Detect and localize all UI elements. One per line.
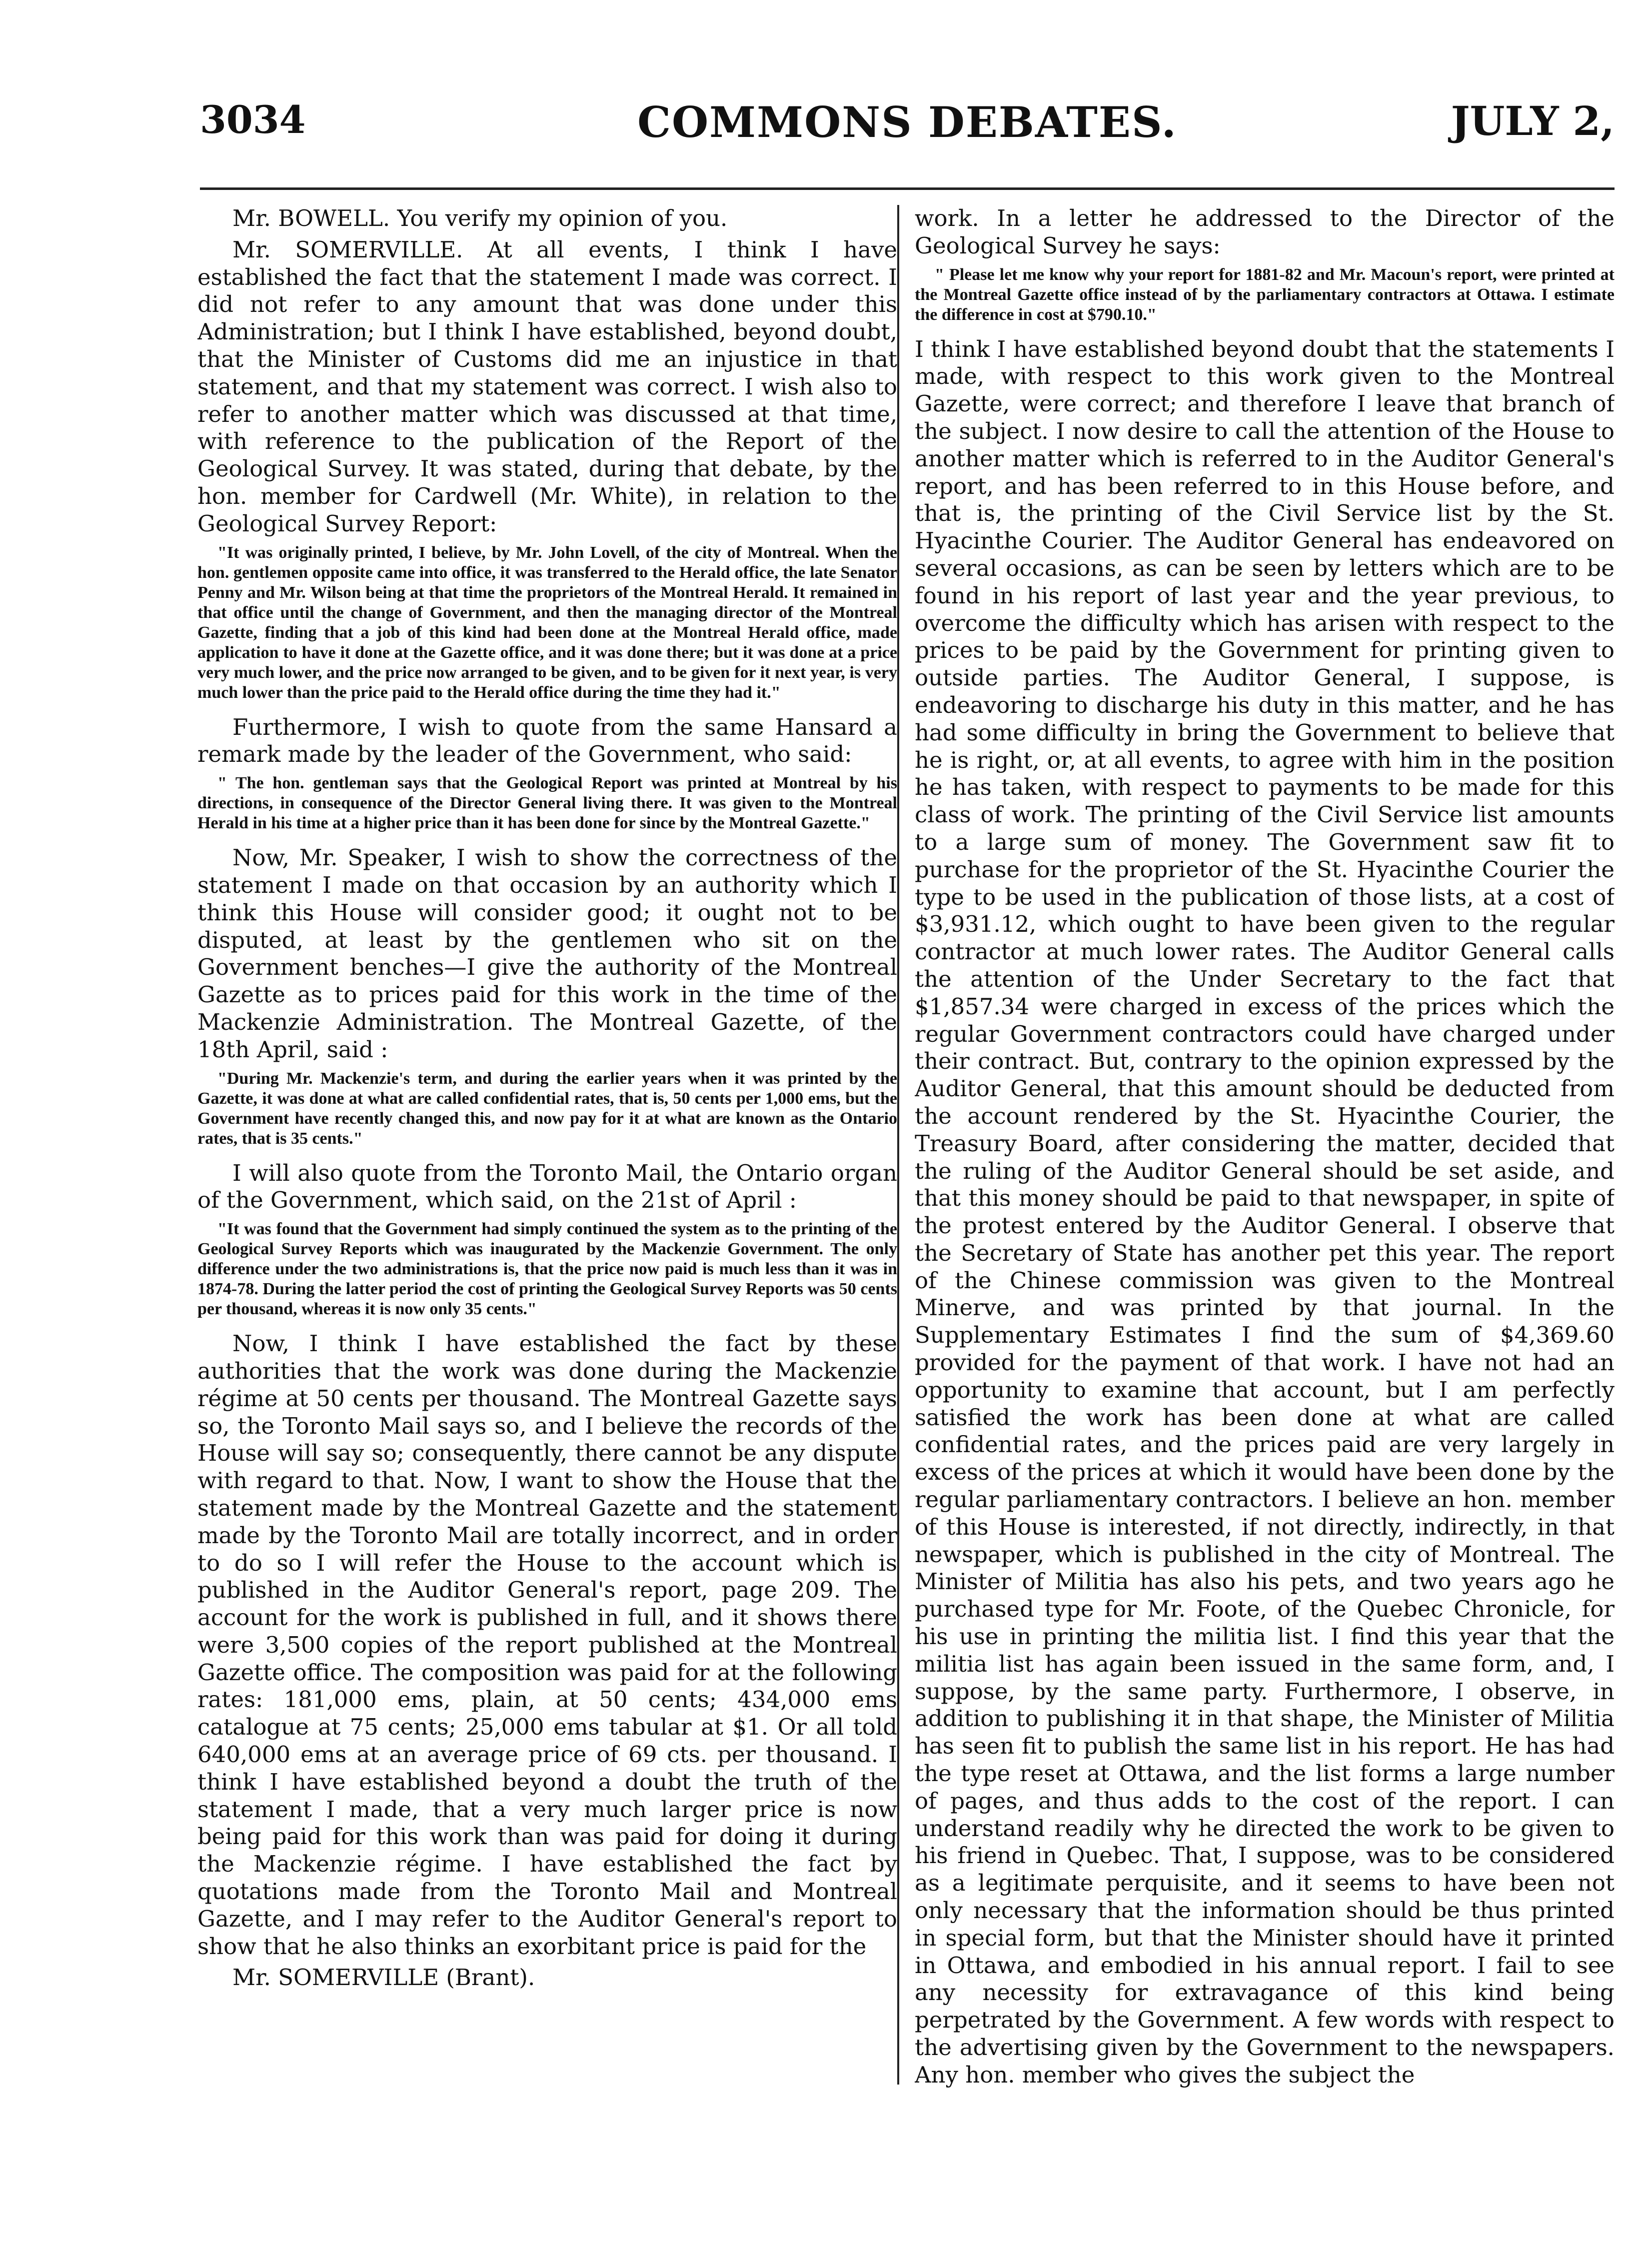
- paragraph: I think I have established beyond doubt that the statements I made, with respect to this work given to the Montreal Gazette, were correct; and therefore I leave that branch of the subject. I now desire to call the attention of the House to another matter which is referred to in the Auditor General's report, and has been referred to in this House before, and that is, the printing of the Civil Service list by the St. Hyacinthe Courier. The Auditor General has endeavored on several occasions, as can be seen by letters which are to be found in his report of last year and the year previous, to overcome the difficulty which has arisen with respect to the prices to be paid by the Government for printing given to outside parties. The Auditor General, I suppose, is endeavoring to discharge his duty in this matter, and he has had some difficulty in bring the Government to believe that he is right, or, at all events, to agree with him in the position he has taken, with respect to payments to be made for this class of work. The printing of the Civil Service list amounts to a large sum of money. The Government saw fit to purchase for the proprietor of the St. Hyacinthe Courier the type to be used in the publication of those lists, at a cost of $3,931.12, which ought to have been given to the regular contractor at much lower rates. The Auditor General calls the attention of the Under Secretary to the fact that $1,857.34 were charged in excess of the prices which the regular Government contractors could have charged under their contract. But, contrary to the opinion expressed by the Auditor General, that this amount should be deducted from the account rendered by the St. Hyacinthe Courier, the Treasury Board, after considering the matter, decided that the ruling of the Auditor General should be set aside, and that this money should be paid to that newspaper, in spite of the protest entered by the Auditor General. I observe that the Secretary of State has another pet this year. The report of the Chinese commission was given to the Montreal Minerve, and was printed by that journal. In the Supplementary Estimates I find the sum of $4,369.60 provided for the payment of that work. I have not had an opportunity to examine that account, but I am perfectly satisfied the work has been done at what are called confidential rates, and the prices paid are very largely in excess of the prices at which it would have been done by the regular parliamentary contractors. I believe an hon. member of this House is interested, if not directly, indirectly, in that newspaper, which is published in the city of Montreal. The Minister of Militia has also his pets, and two years ago he purchased type for Mr. Foote, of the Quebec Chronicle, for his use in printing the militia list. I find this year that the militia list has again been issued in the same form, and, I suppose, by the same party. Furthermore, I observe, in addition to publishing it in that shape, the Minister of Militia has seen fit to publish the same list in his report. He has had the type reset at Ottawa, and the list forms a large number of pages, and thus adds to the cost of the report. I can understand readily why he directed the work to be given to his friend in Quebec. That, I suppose, was to be considered as a legitimate perquisite, and it seems to have been not only necessary that the information should be thus printed in special form, but that the Minister should have it printed in Ottawa, and embodied in his annual report. I fail to see any necessity for extravagance of this kind being perpetrated by the Government. A few words with respect to the advertising given by the Government to the newspapers. Any hon. member who gives the subject the: [915, 335, 1615, 2088]
- page-date: JULY 2,: [1451, 97, 1615, 144]
- quotation: " The hon. gentleman says that the Geological Report was printed at Montreal by his directions, in consequence of the Director General living there. It was given to the Montreal Herald in his time at a higher price than it has been done for since by the Montreal Gazette.": [197, 774, 897, 833]
- paragraph: work. In a letter he addressed to the Director of the Geological Survey he says:: [915, 205, 1615, 259]
- quotation: "During Mr. Mackenzie's term, and during the earlier years when it was printed by the Gazette, it was done at what are called confidential rates, that is, 50 cents per 1,000 ems, but the Government have recently changed this, and now pay for it at what are known as the Ontario rates, that is 35 cents.": [197, 1069, 897, 1148]
- page-title: COMMONS DEBATES.: [637, 97, 1177, 147]
- paragraph: Mr. BOWELL. You verify my opinion of you.: [232, 205, 728, 231]
- quotation: " Please let me know why your report for 1881-82 and Mr. Macoun's report, were printed at the Montreal Gazette office instead of by the parliamentary contractors at Ottawa. I estimate the difference in cost at $790.10.": [915, 265, 1615, 324]
- header-rule: [200, 187, 1615, 190]
- column-divider: [897, 205, 899, 2085]
- paragraph: Now, I think I have established the fact by these authorities that the work was done during the Mackenzie régime at 50 cents per thousand. The Montreal Gazette says so, the Toronto Mail says so, and I believe the records of the House will say so; consequently, there cannot be any dispute with regard to that. Now, I want to show the House that the statement made by the Montreal Gazette and the statement made by the Toronto Mail are totally incorrect, and in order to do so I will refer the House to the account which is published in the Auditor General's report, page 209. The account for the work is published in full, and it shows there were 3,500 copies of the report published at the Montreal Gazette office. The composition was paid for at the following rates: 181,000 ems, plain, at 50 cents; 434,000 ems catalogue at 75 cents; 25,000 ems tabular at $1. Or all told 640,000 ems at an average price of 69 cts. per thousand. I think I have established beyond a doubt the truth of the statement I made, that a very much larger price is now being paid for this work than was paid for doing it during the Mackenzie régime. I have established the fact by quotations made from the Toronto Mail and Montreal Gazette, and I may refer to the Auditor General's report to show that he also thinks an exorbitant price is paid for the: [197, 1330, 897, 1960]
- paragraph: Furthermore, I wish to quote from the same Hansard a remark made by the leader of the Government, who said:: [197, 713, 897, 768]
- quotation: "It was originally printed, I believe, by Mr. John Lovell, of the city of Montreal. When the hon. gentlemen opposite came into office, it was transferred to the Herald office, the late Senator Penny and Mr. Wilson being at that time the proprietors of the Montreal Herald. It remained in that office until the change of Government, and then the managing director of the Montreal Gazette, finding that a job of this kind had been done at the Montreal Herald office, made application to have it done at the Gazette office, and it was done there; but it was done at a price very much lower, and the price now arranged to be given, and to be given for it next year, is very much lower than the price paid to the Herald office during the time they had it.": [197, 543, 897, 702]
- paragraph: Mr. SOMERVILLE. At all events, I think I have established the fact that the statement I made was correct. I did not refer to any amount that was done under this Administration; but I think I have established, beyond doubt, that the Minister of Customs did me an injustice in that statement, and that my statement was correct. I wish also to refer to another matter which was discussed at that time, with reference to the publication of the Report of the Geological Survey. It was stated, during that debate, by the hon. member for Cardwell (Mr. White), in relation to the Geological Survey Report:: [197, 236, 897, 537]
- paragraph: I will also quote from the Toronto Mail, the Ontario organ of the Government, which said, on the 21st of April :: [197, 1159, 897, 1214]
- quotation: "It was found that the Government had simply continued the system as to the printing of the Geological Survey Reports which was inaugurated by the Mackenzie Government. The only difference under the two administrations is, that the price now paid is much less than it was in 1874-78. During the latter period the cost of printing the Geological Survey Reports was 50 cents per thousand, whereas it is now only 35 cents.": [197, 1220, 897, 1319]
- right-column: [915, 205, 1615, 2095]
- paragraph: Now, Mr. Speaker, I wish to show the correctness of the statement I made on that occasion by an authority which I think this House will consider good; it ought not to be disputed, at least by the gentlemen who sit on the Government benches—I give the authority of the Montreal Gazette as to prices paid for this work in the time of the Mackenzie Administration. The Montreal Gazette, of the 18th April, said :: [197, 844, 897, 1063]
- left-column: [197, 205, 897, 2095]
- page-number: 3034: [200, 97, 306, 142]
- speaker-footer: Mr. SOMERVILLE (Brant).: [232, 1964, 535, 1991]
- page-header: [200, 97, 1615, 162]
